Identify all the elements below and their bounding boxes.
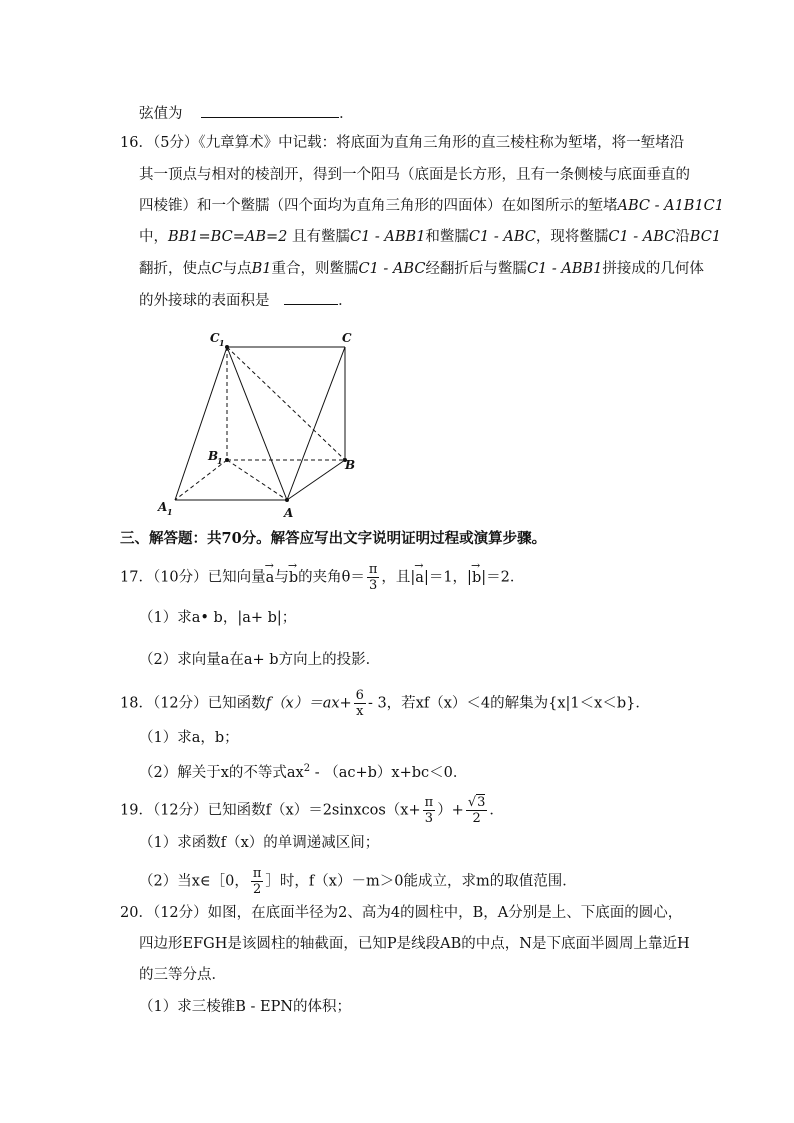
label-c1: C [210, 331, 220, 345]
q17-vec-b-2: → b [472, 568, 481, 588]
q19-p2-num: π [252, 866, 262, 881]
q16-l5b: C [211, 261, 223, 277]
q16-l5e: 重合，则鳖臑 [271, 261, 359, 277]
q16-l4g: ，现将鳖臑 [535, 229, 609, 245]
q18-cond: xf（x）＜4的解集为{x|1＜x＜b}． [415, 695, 650, 712]
q19-sqrt-val: 3 [477, 795, 486, 810]
q17-vec-b: → b [289, 568, 298, 588]
q16-l4c: 且有鳖臑 [291, 229, 350, 245]
q19-p2b: ］时，f（x）－m＞0能成立，求m的取值范围． [265, 873, 577, 890]
q16-line-1: 16．（5分）《九章算术》中记载：将底面为直角三角形的直三棱柱称为堑堵，将一堑堵沿 [120, 135, 685, 151]
label-a: A [284, 506, 294, 520]
q18-frac [354, 688, 366, 719]
q17-mid1: 与 [274, 569, 289, 586]
q17-frac-num: π [368, 562, 378, 577]
q19-func: f（x）＝2sinxcos（x+ [265, 802, 421, 819]
q19-p2-frac [251, 866, 264, 897]
q19-sqrt-num: √3 [467, 795, 486, 810]
q19-sqrt-den: 2 [472, 811, 481, 826]
q16-line-3-text: 四棱锥）和一个鳖臑（四个面均为直角三角形的四面体）在如图所示的堑堵 [139, 198, 618, 214]
answer-blank[interactable] [201, 103, 339, 118]
q19-close: ）+ [437, 802, 464, 819]
q16-l4i: 沿 [675, 229, 690, 245]
q16-answer-blank[interactable] [284, 290, 338, 305]
q18-lead: 18．（12分）已知函数 [120, 695, 266, 712]
q16-l4j: BC1 [689, 229, 722, 245]
q18-p2b: - （ac+b）x+bc＜0． [310, 765, 468, 781]
q18-rest: - 3，若 [367, 695, 416, 712]
prism-figure [140, 320, 380, 520]
q17-mid5: |＝2． [481, 569, 525, 586]
q17-stem [120, 562, 524, 593]
q17-part-1 [139, 608, 296, 628]
edge-b1-a1 [175, 460, 227, 500]
edge-a1-c1 [175, 347, 227, 500]
q17-angle-frac [367, 562, 380, 593]
q19-p2-den: 2 [253, 882, 262, 897]
q16-l5a: 翻折，使点 [139, 261, 212, 277]
q16-l4f: C1 - ABC [468, 229, 536, 245]
label-c: C [342, 331, 352, 345]
q17-p2-body: a在a+ b方向上的投影． [220, 652, 381, 668]
q19-p2a: （2）当x∈［0， [139, 873, 249, 890]
q16-l4e: 和鳖臑 [425, 229, 469, 245]
edge-b1-a [227, 460, 287, 500]
q17-frac-den: 3 [368, 578, 378, 593]
q16-line-2: 其一顶点与相对的棱剖开，得到一个阳马（底面是长方形，且有一条侧棱与底面垂直的 [139, 167, 690, 183]
q16-line-4 [139, 227, 721, 247]
q17-p2-label: （2）求向量 [139, 652, 221, 668]
label-b1: B [208, 449, 219, 463]
q16-line-6: 的外接球的表面积是 ． [139, 290, 353, 311]
prev-tail-text: 弦值为 [139, 106, 183, 122]
label-a1: A [158, 500, 168, 514]
label-b1-sub: 1 [217, 456, 223, 466]
q17-mid4: |＝1，| [423, 569, 472, 586]
q17-p1-body: a• b，|a+ b|； [191, 610, 297, 626]
q17-mid3: ，且| [381, 569, 416, 586]
q18-p2-sup: 2 [303, 763, 311, 774]
edge-b-a [287, 460, 345, 500]
q16-line-5 [139, 259, 704, 279]
q16-l4d: C1 - ABB1 [349, 229, 426, 245]
q16-line-6-text: 的外接球的表面积是 [139, 293, 270, 309]
q16-l4b: BB1=BC=AB=2 [168, 229, 288, 245]
q19-sqrt-frac [466, 795, 488, 826]
q17-vec-a: → a [266, 568, 275, 588]
label-a1-sub: 1 [167, 507, 173, 517]
q20-line-3: 的三等分点． [139, 967, 226, 983]
q17-vec-a-2: → a [415, 568, 424, 588]
label-c1-sub: 1 [219, 338, 225, 348]
q19-lead: 19．（12分）已知函数 [120, 802, 266, 819]
q19-frac [423, 795, 436, 826]
edge-c-a [287, 347, 345, 500]
q19-frac-den: 3 [424, 811, 434, 826]
q16-l5g: 经翻折后与鳖臑 [425, 261, 527, 277]
q19-part-1: （1）求函数f（x）的单调递减区间； [139, 835, 380, 851]
q18-func: f（x）＝ax+ [265, 695, 352, 712]
q20-part-1: （1）求三棱锥B - EPN的体积； [139, 999, 352, 1015]
q16-l5d: B1 [251, 261, 272, 277]
q18-part-1: （1）求a，b； [139, 730, 239, 746]
prev-question-tail: 弦值为 ． [139, 103, 354, 124]
q17-mid2: 的夹角θ＝ [298, 569, 365, 586]
q19-part-2 [139, 866, 577, 897]
edge-c1-b [227, 347, 345, 460]
q19-stem [120, 795, 504, 826]
q16-prism-name: ABC - A1B1C1 [617, 198, 725, 214]
q16-l5i: 拼接成的几何体 [602, 261, 704, 277]
q18-part-2 [139, 759, 467, 783]
q18-p2a: （2）解关于x的不等式ax [139, 765, 304, 781]
q16-l5f: C1 - ABC [358, 261, 426, 277]
q16-l5h: C1 - ABB1 [526, 261, 603, 277]
section-3-heading: 三、解答题：共70分。解答应写出文字说明证明过程或演算步骤。 [120, 530, 547, 547]
q17-lead: 17．（10分）已知向量 [120, 569, 266, 586]
q18-stem [120, 688, 650, 719]
q16-l4a: 中， [139, 229, 168, 245]
q17-p1-label: （1）求 [139, 610, 192, 626]
q18-frac-den: x [356, 704, 364, 719]
q20-line-2: 四边形EFGH是该圆柱的轴截面，已知P是线段AB的中点，N是下底面半圆周上靠近H [139, 936, 690, 952]
edge-c1-a [227, 347, 287, 500]
q17-part-2 [139, 650, 380, 670]
q16-l5c: 与点 [222, 261, 252, 277]
q19-end: ． [489, 802, 504, 819]
q18-frac-num: 6 [355, 688, 364, 703]
label-b: B [345, 458, 356, 472]
q20-line-1: 20．（12分）如图，在底面半径为2、高为4的圆柱中，B，A分别是上、下底面的圆心， [120, 905, 683, 921]
q19-frac-num: π [424, 795, 434, 810]
q16-l4h: C1 - ABC [608, 229, 676, 245]
q16-line-3 [139, 196, 724, 216]
